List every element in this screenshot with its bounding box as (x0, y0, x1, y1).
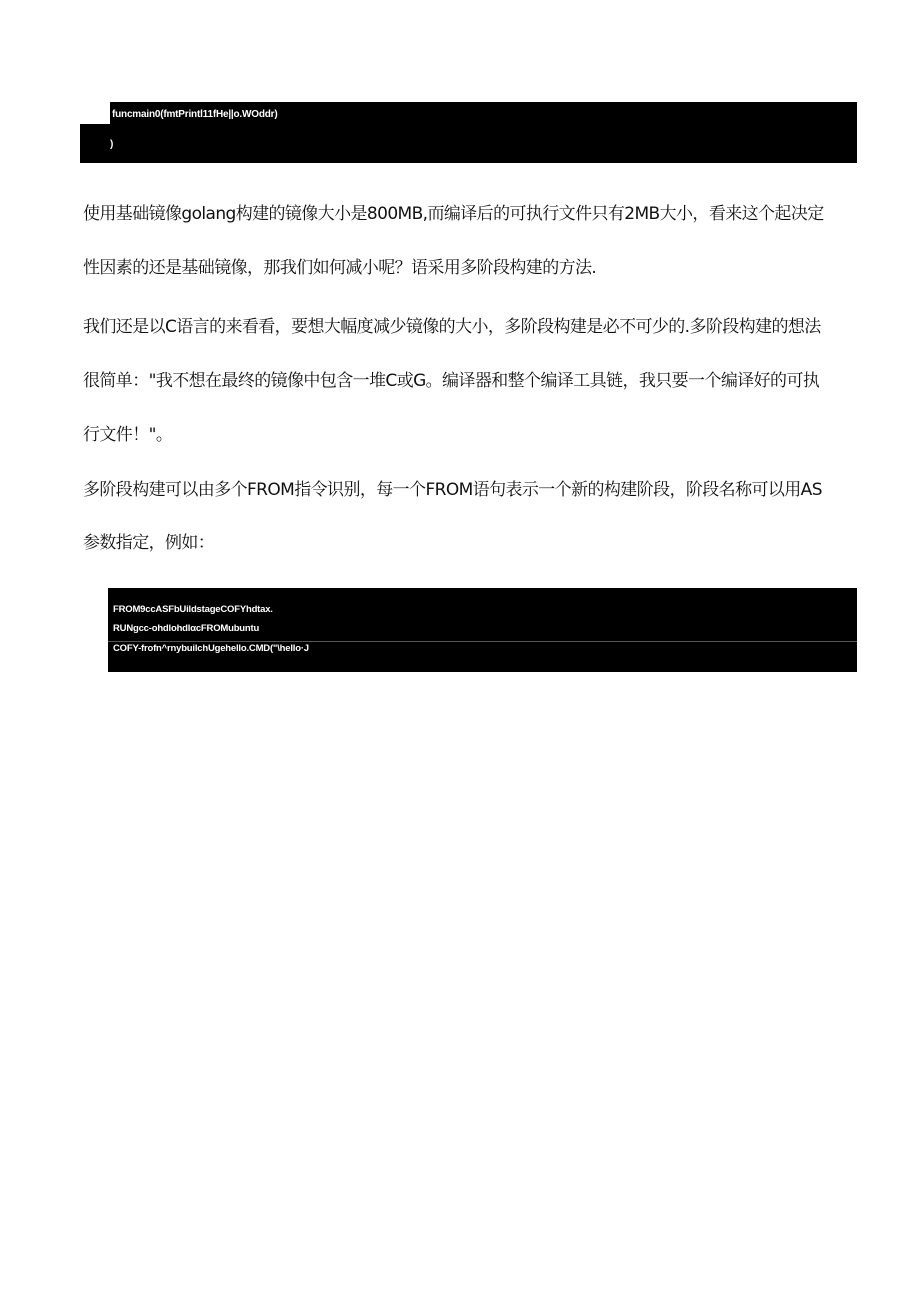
code-line: funcmain0(fmtPrintl11fHe||o.WOddr) (112, 109, 278, 120)
paragraph-image-size (83, 202, 858, 280)
paragraph-line: 使用基础镜像golang构建的镜像大小是800MB,而编译后的可执行文件只有2MB大小，看来这个起决定 (83, 204, 824, 224)
code-block-dockerfile (108, 588, 857, 672)
code-divider (108, 641, 857, 642)
code-line: FROM9ccASFbUildstageCOFYhdtax. (113, 604, 273, 615)
paragraph-multistage-intro (83, 315, 858, 447)
code-line: ) (110, 139, 114, 150)
code-line: RUNgcc-ohdlohdlαcFROMubuntu (113, 623, 260, 634)
code-block-margin (80, 102, 110, 124)
paragraph-line: 参数指定，例如： (83, 533, 215, 553)
paragraph-from-stages (83, 478, 858, 555)
paragraph-line: 我们还是以C语言的来看看，要想大幅度减少镜像的大小，多阶段构建是必不可少的.多阶段构建的想法 (83, 317, 821, 337)
code-line: COFY-frofn^rnybuilchUgehello.CMD("\hello·J (113, 643, 309, 654)
paragraph-line: 行文件！"。 (83, 425, 173, 445)
paragraph-line: 很简单："我不想在最终的镜像中包含一堆C或G。编译器和整个编译工具链，我只要一个编译好的可执 (83, 371, 820, 391)
paragraph-line: 多阶段构建可以由多个FROM指令识别，每一个FROM语句表示一个新的构建阶段，阶段名称可以用AS (83, 480, 822, 500)
code-block-go-main (80, 102, 857, 163)
paragraph-line: 性因素的还是基础镜像，那我们如何减小呢？语采用多阶段构建的方法. (83, 258, 597, 278)
